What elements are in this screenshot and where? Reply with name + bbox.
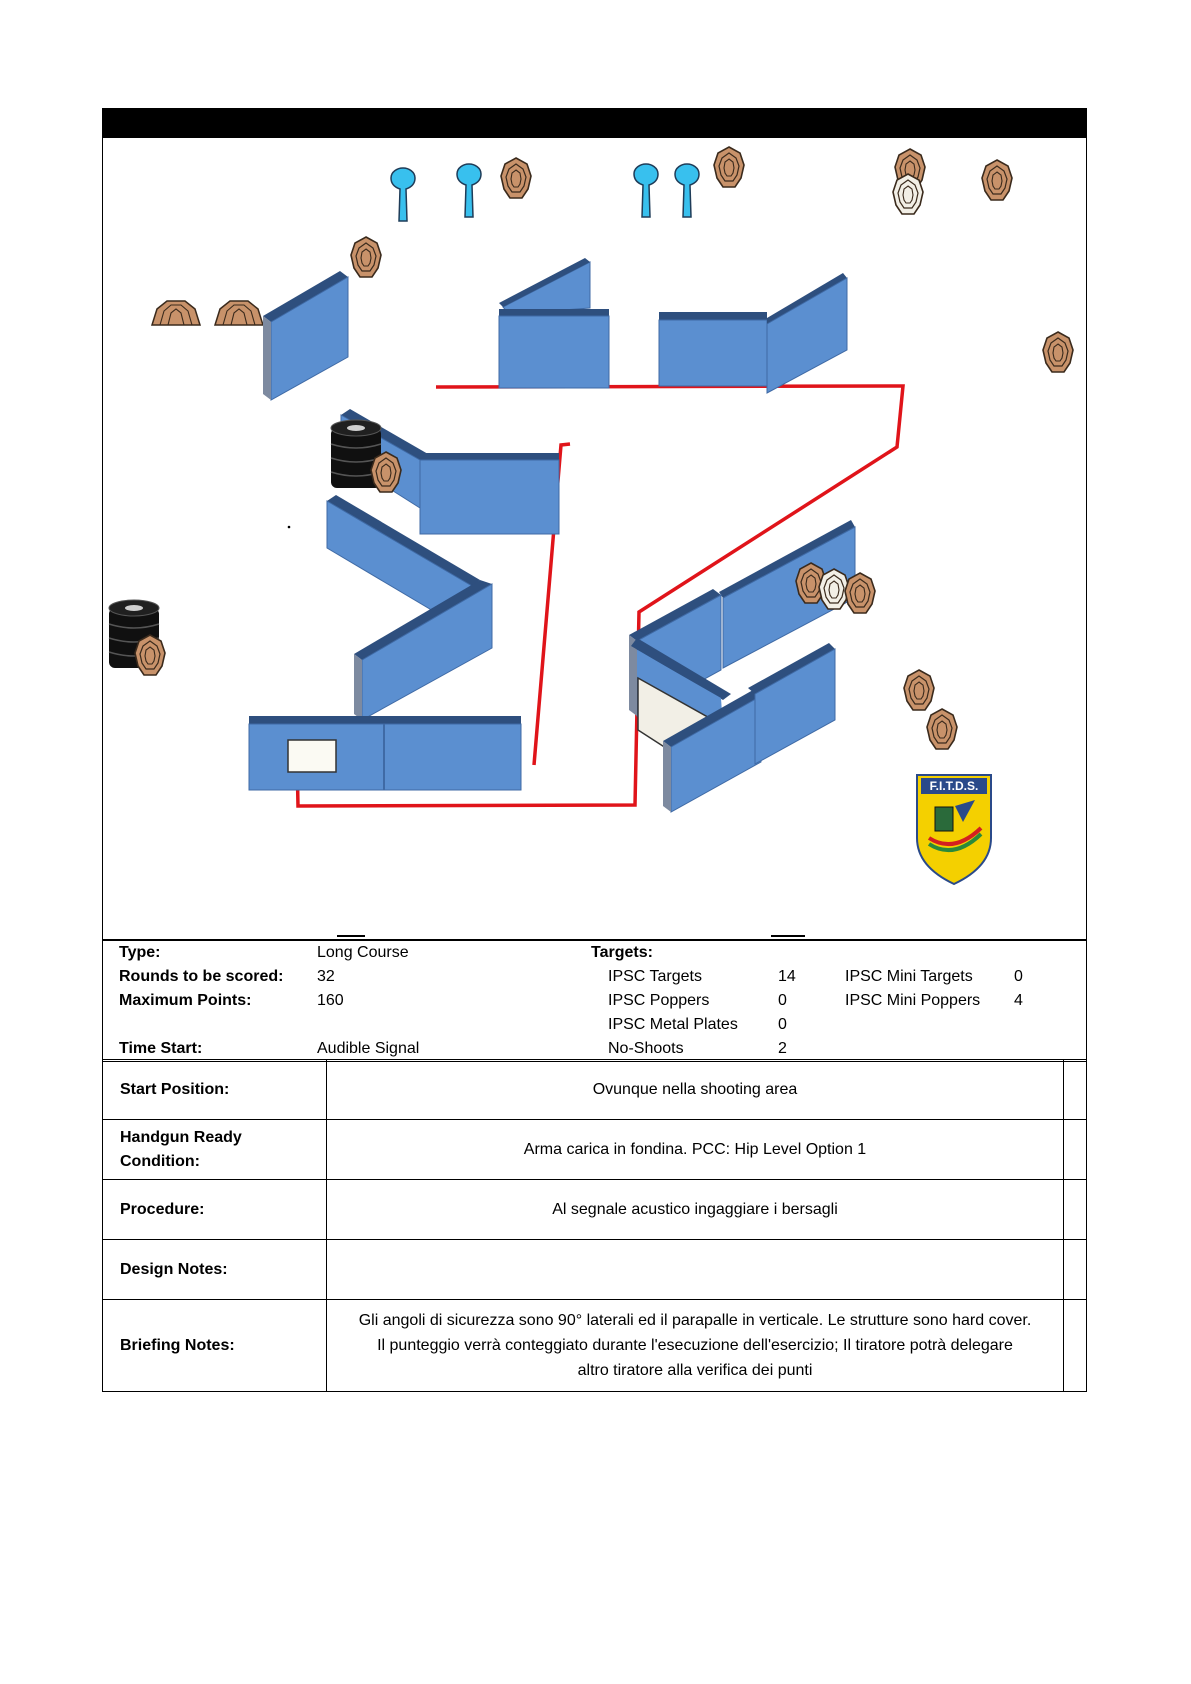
ready-condition-value: Arma carica in fondina. PCC: Hip Level Option 1: [327, 1120, 1064, 1180]
wall-icon: [659, 273, 847, 393]
rounds-label: Rounds to be scored:: [119, 968, 284, 985]
metal-plates-value: 0: [778, 1016, 787, 1033]
wall-icon: [249, 409, 559, 790]
mini-targets-value: 0: [1014, 968, 1023, 985]
stage-info: [102, 939, 1087, 1062]
ipsc-poppers-value: 0: [778, 992, 787, 1009]
ipsc-target-icon: [927, 709, 957, 749]
table-row: [103, 1240, 1087, 1300]
ipsc-target-icon: [714, 147, 744, 187]
ipsc-target-icon: [501, 158, 531, 198]
stage-notes-table: [102, 1059, 1087, 1392]
ipsc-targets-value: 14: [778, 968, 796, 985]
ipsc-target-icon: [135, 635, 165, 675]
rounds-value: 32: [317, 968, 335, 985]
stage-sheet: [102, 108, 1087, 1393]
ipsc-target-icon: [152, 301, 200, 325]
fitds-logo: [917, 775, 991, 884]
type-label: Type:: [119, 944, 161, 961]
ipsc-poppers-label: IPSC Poppers: [608, 992, 710, 1009]
wall-icon: [629, 520, 855, 812]
no-shoots-value: 2: [778, 1040, 787, 1057]
wall-icon: [499, 258, 609, 388]
ipsc-targets-label: IPSC Targets: [608, 968, 702, 985]
procedure-label: Procedure:: [103, 1180, 327, 1240]
mini-popper-icon: [391, 168, 415, 221]
table-row: [103, 1060, 1087, 1120]
points-label: Maximum Points:: [119, 992, 252, 1009]
mini-poppers-value: 4: [1014, 992, 1023, 1009]
wall-icon: [263, 271, 348, 400]
ipsc-target-icon: [904, 670, 934, 710]
ipsc-target-icon: [982, 160, 1012, 200]
procedure-value: Al segnale acustico ingaggiare i bersagli: [327, 1180, 1064, 1240]
briefing-notes-value: Gli angoli di sicurezza sono 90° laterali ed il parapalle in verticale. Le strutture sono hard cover. Il punteggio verrà conteggiato durante l'esecuzione dell'esercizio; Il tiratore potrà delegare altro tiratore alla verifica dei punti: [327, 1300, 1064, 1392]
table-row: [103, 1300, 1087, 1392]
briefing-notes-label: Briefing Notes:: [103, 1300, 327, 1392]
ipsc-target-icon: [215, 301, 263, 325]
ipsc-target-icon: [1043, 332, 1073, 372]
time-value: Audible Signal: [317, 1040, 420, 1057]
no-shoot-icon: [893, 174, 923, 214]
time-label: Time Start:: [119, 1040, 203, 1057]
ipsc-target-icon: [351, 237, 381, 277]
no-shoot-icon: [819, 569, 849, 609]
targets-label: Targets:: [591, 944, 653, 961]
mini-popper-icon: [634, 164, 658, 217]
start-position-label: Start Position:: [103, 1060, 327, 1120]
ipsc-target-icon: [845, 573, 875, 613]
points-value: 160: [317, 992, 344, 1009]
table-row: [103, 1120, 1087, 1180]
metal-plates-label: IPSC Metal Plates: [608, 1016, 738, 1033]
design-notes-label: Design Notes:: [103, 1240, 327, 1300]
mini-popper-icon: [457, 164, 481, 217]
mini-popper-icon: [675, 164, 699, 217]
stage-title-bar: [102, 108, 1087, 138]
logo-text: F.I.T.D.S.: [929, 779, 979, 793]
mini-targets-label: IPSC Mini Targets: [845, 968, 973, 985]
ready-condition-label: Handgun Ready Condition:: [103, 1120, 327, 1180]
no-shoots-label: No-Shoots: [608, 1040, 684, 1057]
type-value: Long Course: [317, 944, 409, 961]
ipsc-target-icon: [371, 452, 401, 492]
start-position-value: Ovunque nella shooting area: [327, 1060, 1064, 1120]
design-notes-value: [327, 1240, 1064, 1300]
mini-poppers-label: IPSC Mini Poppers: [845, 992, 981, 1009]
stage-diagram: [102, 138, 1087, 939]
table-row: [103, 1180, 1087, 1240]
